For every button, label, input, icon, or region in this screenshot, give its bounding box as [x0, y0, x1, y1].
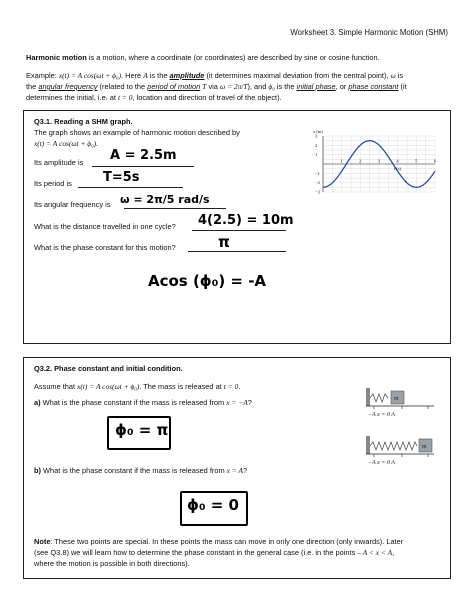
intro-bold: Harmonic motion: [26, 53, 87, 62]
phase-label: What is the phase constant for this motion?: [34, 243, 176, 252]
y-tick-label: 2: [315, 142, 318, 148]
period-label: Its period is: [34, 179, 72, 188]
t: the: [26, 82, 39, 91]
t: (see Q3.8) we will learn how to determine the phase constant in the general case (i.e. in the points: [34, 548, 358, 557]
note-line-2: [34, 548, 394, 558]
handwritten-work: Acos (ϕ₀) = -A: [148, 272, 267, 290]
q2-assume: [34, 382, 240, 392]
t: , location and direction of travel of the object).: [132, 93, 282, 102]
amplitude-answer: A = 2.5m: [110, 148, 177, 163]
t: . The mass is released at: [139, 382, 224, 391]
diagram-axis-label: −A x = 0 A: [368, 412, 395, 418]
mass-label: m: [394, 396, 399, 402]
t: period of motion: [147, 82, 201, 91]
t: What is the phase constant if the mass is released from: [40, 398, 227, 407]
t: ,: [392, 548, 395, 557]
spring: [370, 442, 417, 450]
spring-diagram-stretched: [364, 432, 436, 472]
q1-desc-1: The graph shows an example of harmonic motion described by: [34, 128, 240, 137]
distance-answer: 4(2.5) = 10m: [198, 213, 294, 228]
answer-a: ϕ₀ = π: [115, 421, 169, 439]
x-axis-label: t (s): [393, 166, 402, 171]
intro-line-3: [26, 82, 407, 92]
t: (related to the: [97, 82, 148, 91]
t: via: [206, 82, 220, 91]
distance-label: What is the distance travelled in one cycle?: [34, 222, 176, 231]
t: .: [238, 382, 241, 391]
t: x = A: [226, 466, 243, 475]
t: t = 0: [118, 93, 133, 102]
period-answer: T=5s: [103, 170, 140, 185]
t: x = −A: [226, 398, 248, 407]
t: ?: [247, 398, 252, 407]
amplitude-label: Its amplitude is: [34, 158, 84, 167]
x-tick-label: 3: [377, 158, 380, 164]
note-line-1: [34, 537, 403, 547]
t: is: [395, 71, 404, 80]
t: ), and: [247, 82, 269, 91]
page-header: Worksheet 3. Simple Harmonic Motion (SHM): [290, 28, 448, 37]
t: : These two points are special. In these points the mass can move in only one direction (only inwards). Later: [50, 537, 404, 546]
x-tick-label: 2: [359, 158, 362, 164]
t: determines the initial, i.e. at: [26, 93, 119, 102]
angular-frequency-answer-line: [124, 208, 226, 209]
t: (it: [398, 82, 407, 91]
t: . Here: [121, 71, 144, 80]
y-tick-label: 1: [315, 152, 318, 158]
phase-answer: π: [218, 233, 230, 251]
distance-answer-line: [192, 230, 286, 231]
note-line-3: where the motion is possible in both directions).: [34, 559, 190, 568]
y-axis-label: x (m): [313, 129, 323, 134]
t: ω: [390, 71, 396, 80]
t: phase constant: [348, 82, 399, 91]
diagram-axis-label: −A x = 0 A: [368, 460, 395, 466]
t: amplitude: [169, 71, 205, 80]
x-tick-label: 1: [340, 158, 343, 164]
q2a-question: [34, 398, 252, 408]
t: Assume that: [34, 382, 78, 391]
shm-graph: [309, 126, 443, 198]
x-tick-label: 5: [415, 158, 418, 164]
mass-label: m: [422, 444, 427, 450]
t: t = 0: [223, 382, 239, 391]
q1-desc-2: x(t) = A cos(ωt + ϕ₀).: [34, 139, 99, 148]
x-tick-label: 4: [396, 158, 399, 164]
y-tick-label: −3: [315, 189, 320, 195]
t: a): [34, 398, 41, 407]
period-answer-line: [78, 187, 183, 188]
t: is the: [147, 71, 170, 80]
amplitude-answer-line: [92, 166, 194, 167]
q2b-question: [34, 466, 247, 476]
q1-heading: Q3.1. Reading a SHM graph.: [34, 117, 133, 126]
intro-line-4: [26, 93, 282, 103]
t: What is the phase constant if the mass is released from: [40, 466, 227, 475]
t: x(t) = A cos(ωt + ϕ₀): [77, 382, 140, 391]
spring-diagram-compressed: [364, 384, 436, 424]
t: is the: [274, 82, 297, 91]
spring: [370, 394, 388, 402]
t: angular frequency: [38, 82, 98, 91]
t: ?: [243, 466, 248, 475]
angular-frequency-label: Its angular frequency is: [34, 200, 111, 209]
t: ω = 2π/T: [219, 82, 248, 91]
wall: [366, 388, 370, 406]
q2-heading: Q3.2. Phase constant and initial condition.: [34, 364, 183, 373]
y-tick-label: −2: [315, 180, 320, 186]
y-tick-label: −1: [315, 170, 320, 176]
t: – A < x < A: [357, 548, 393, 557]
intro-rest: is a motion, where a coordinate (or coordinates) are described by sine or cosine function.: [86, 53, 380, 62]
angular-frequency-answer: ω = 2π/5 rad/s: [120, 193, 210, 206]
t: A: [143, 71, 148, 80]
t: Example:: [26, 71, 59, 80]
t: (it determines maximal deviation from the central point),: [204, 71, 391, 80]
x-tick-label: 6: [433, 158, 436, 164]
t: ϕ₀: [268, 82, 275, 91]
t: initial phase: [296, 82, 336, 91]
t: x(t) = A cos(ωt + ϕ₀): [58, 71, 122, 80]
t: Note: [34, 537, 51, 546]
t: , or: [335, 82, 349, 91]
t: b): [34, 466, 41, 475]
phase-answer-line: [188, 251, 286, 252]
y-tick-label: 3: [315, 133, 318, 139]
intro-line-1: [26, 53, 380, 63]
wall: [366, 436, 370, 454]
t: T: [202, 82, 207, 91]
intro-line-2: [26, 71, 403, 81]
answer-b: ϕ₀ = 0: [187, 496, 239, 514]
